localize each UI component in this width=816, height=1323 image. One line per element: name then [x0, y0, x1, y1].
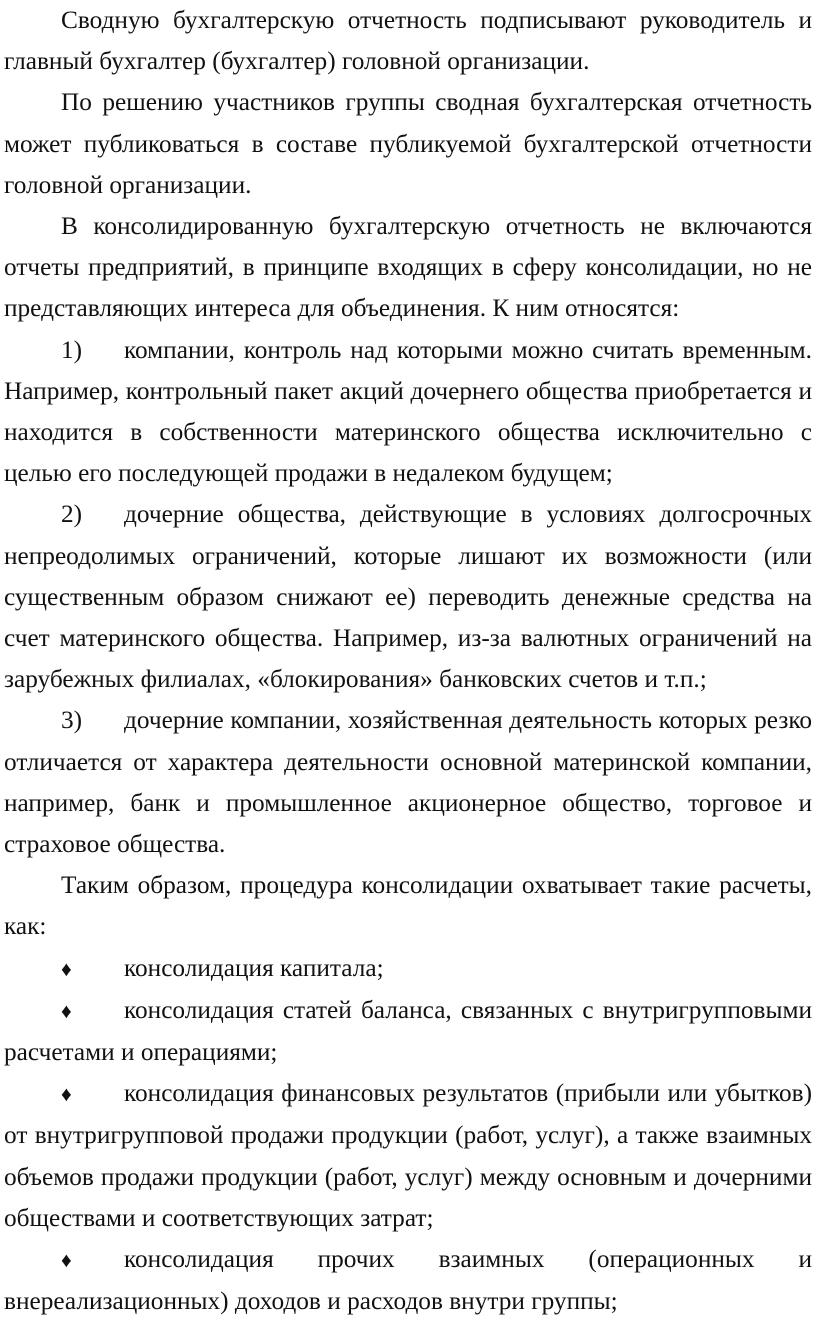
- diamond-bullet-icon: ♦: [61, 1248, 72, 1273]
- numbered-item-3: [4, 700, 812, 865]
- diamond-bullet-icon: ♦: [61, 956, 72, 981]
- bullet-item-3: [4, 1073, 812, 1239]
- item-text: дочерние общества, действующие в условиях долгосрочных непреодолимых ограничений, которые лишают их возможности (или существенным образом снижают ее) переводить денежные средства на счет материнского общества. Например, из-за валютных ограничений на зарубежных филиалах, «блокирования» банковских счетов и т.п.;: [4, 500, 812, 694]
- paragraph-signatures: Сводную бухгалтерскую отчетность подписывают руководитель и главный бухгалтер (бухгалтер) головной организации.: [4, 6, 812, 76]
- bullet-text: консолидация прочих взаимных (операционных и внереализационных) доходов и расходов внутри группы;: [4, 1245, 812, 1316]
- paragraph-publication: По решению участников группы сводная бухгалтерская отчетность может публиковаться в составе публикуемой бухгалтерской отчетности головной организации.: [4, 88, 812, 199]
- paragraph-exclusions-intro: В консолидированную бухгалтерскую отчетность не включаются отчеты предприятий, в принципе входящих в сферу консолидации, но не представляющих интереса для объединения. К ним относятся:: [4, 212, 812, 323]
- item-text: дочерние компании, хозяйственная деятельность которых резко отличается от характера деятельности основной материнской компании, например, банк и промышленное акционерное общество, торговое и страховое общества.: [4, 706, 812, 859]
- item-number: 2): [61, 500, 83, 529]
- bullet-item-1: [4, 948, 812, 990]
- bullet-text: консолидация финансовых результатов (прибыли или убытков) от внутригрупповой продажи продукции (работ, услуг), а также взаимных объемов продажи продукции (работ, услуг) между основным и дочерними обществами и соответствующих затрат;: [4, 1079, 812, 1232]
- numbered-item-2: [4, 494, 812, 700]
- numbered-item-1: [4, 330, 812, 495]
- bullet-text: консолидация капитала;: [124, 953, 384, 982]
- diamond-bullet-icon: ♦: [61, 998, 72, 1023]
- item-number: 1): [61, 335, 83, 364]
- bullet-item-4: [4, 1239, 812, 1322]
- diamond-bullet-icon: ♦: [61, 1082, 72, 1107]
- bullet-text: консолидация статей баланса, связанных с внутригрупповыми расчетами и операциями;: [4, 995, 812, 1067]
- paragraph-summary: Таким образом, процедура консолидации охватывает такие расчеты, как:: [4, 871, 812, 941]
- item-text: компании, контроль над которыми можно считать временным. Например, контрольный пакет акций дочернего общества приобретается и находится в собственности материнского общества исключительно с целью его последующей продажи в недалеком будущем;: [4, 335, 812, 488]
- bullet-item-2: [4, 990, 812, 1073]
- item-number: 3): [61, 706, 83, 735]
- document-body: [4, 0, 812, 1323]
